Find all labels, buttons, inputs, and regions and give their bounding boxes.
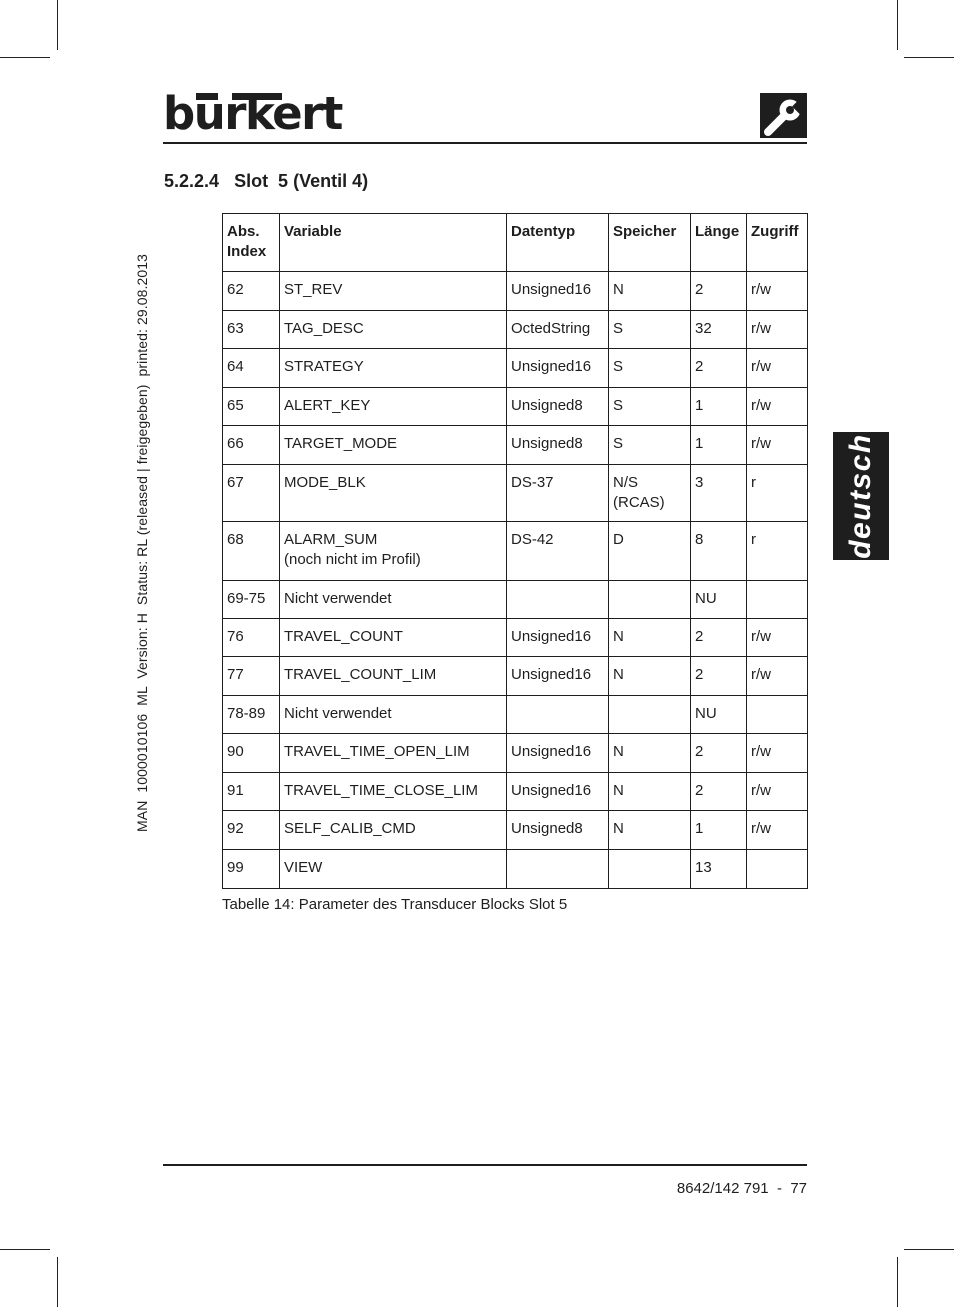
cell-variable: Nicht verwendet <box>280 696 507 734</box>
cell-variable: TRAVEL_COUNT_LIM <box>280 657 507 696</box>
cell-memory: N <box>609 734 691 773</box>
cell-access: r <box>747 522 808 581</box>
cell-access: r/w <box>747 272 808 311</box>
cell-length: 3 <box>691 465 747 522</box>
brand-logo <box>163 87 342 140</box>
table-caption: Tabelle 14: Parameter des Transducer Blocks Slot 5 <box>222 896 568 913</box>
column-header-datatype: Datentyp <box>507 214 609 272</box>
cell-datatype <box>507 581 609 619</box>
cell-index: 90 <box>223 734 280 773</box>
section-number: 5.2.2.4 <box>164 171 220 191</box>
cell-access <box>747 581 808 619</box>
page-footer: 8642/142 791 - 77 <box>676 1180 807 1197</box>
cell-access: r/w <box>747 734 808 773</box>
cell-access <box>747 850 808 889</box>
crop-mark <box>0 57 50 58</box>
cell-variable: ALARM_SUM (noch nicht im Profil) <box>280 522 507 581</box>
cell-length: 32 <box>691 311 747 349</box>
cell-variable: Nicht verwendet <box>280 581 507 619</box>
cell-variable: TAG_DESC <box>280 311 507 349</box>
cell-memory: N <box>609 619 691 657</box>
wrench-icon <box>760 93 807 138</box>
document-number: 8642/142 791 <box>676 1180 769 1197</box>
cell-variable: TARGET_MODE <box>280 426 507 465</box>
cell-datatype: Unsigned8 <box>507 811 609 850</box>
cell-variable: TRAVEL_TIME_CLOSE_LIM <box>280 773 507 811</box>
cell-index: 69-75 <box>223 581 280 619</box>
cell-length: 2 <box>691 657 747 696</box>
crop-mark <box>897 1257 898 1307</box>
cell-length: 2 <box>691 272 747 311</box>
table-row <box>223 311 808 349</box>
table-row <box>223 811 808 850</box>
cell-index: 92 <box>223 811 280 850</box>
cell-access: r <box>747 465 808 522</box>
table-header-row <box>223 214 808 272</box>
cell-datatype <box>507 696 609 734</box>
section-title: Slot 5 (Ventil 4) <box>234 171 369 191</box>
cell-variable: TRAVEL_COUNT <box>280 619 507 657</box>
cell-memory: S <box>609 388 691 426</box>
cell-memory: S <box>609 311 691 349</box>
cell-index: 99 <box>223 850 280 889</box>
cell-variable: STRATEGY <box>280 349 507 388</box>
table-row <box>223 657 808 696</box>
cell-datatype: DS-42 <box>507 522 609 581</box>
cell-index: 65 <box>223 388 280 426</box>
cell-memory: D <box>609 522 691 581</box>
table-row <box>223 619 808 657</box>
cell-datatype: Unsigned16 <box>507 272 609 311</box>
cell-index: 63 <box>223 311 280 349</box>
cell-variable: MODE_BLK <box>280 465 507 522</box>
cell-memory: N <box>609 773 691 811</box>
cell-access: r/w <box>747 426 808 465</box>
cell-datatype: DS-37 <box>507 465 609 522</box>
column-header-length: Länge <box>691 214 747 272</box>
table-row <box>223 272 808 311</box>
cell-index: 68 <box>223 522 280 581</box>
cell-length: 2 <box>691 349 747 388</box>
parameter-table <box>222 213 808 889</box>
cell-memory <box>609 850 691 889</box>
table-row <box>223 388 808 426</box>
cell-access: r/w <box>747 619 808 657</box>
column-header-index: Abs. Index <box>223 214 280 272</box>
brand-logo-text: bürkert <box>163 87 342 140</box>
crop-mark <box>904 1249 954 1250</box>
cell-length: 1 <box>691 426 747 465</box>
cell-variable: ALERT_KEY <box>280 388 507 426</box>
table-row <box>223 522 808 581</box>
cell-memory: S <box>609 349 691 388</box>
language-tab-label: deutsch <box>844 433 877 559</box>
table-row <box>223 850 808 889</box>
crop-mark <box>57 1257 58 1307</box>
cell-datatype: Unsigned16 <box>507 734 609 773</box>
cell-length: 1 <box>691 388 747 426</box>
cell-datatype: Unsigned16 <box>507 773 609 811</box>
table-row <box>223 696 808 734</box>
cell-index: 91 <box>223 773 280 811</box>
table-row <box>223 426 808 465</box>
cell-datatype <box>507 850 609 889</box>
column-header-access: Zugriff <box>747 214 808 272</box>
cell-access: r/w <box>747 311 808 349</box>
cell-access: r/w <box>747 349 808 388</box>
cell-length: 2 <box>691 734 747 773</box>
cell-access: r/w <box>747 811 808 850</box>
crop-mark <box>904 57 954 58</box>
table-row <box>223 581 808 619</box>
cell-index: 76 <box>223 619 280 657</box>
table-row <box>223 773 808 811</box>
cell-memory: S <box>609 426 691 465</box>
section-heading <box>164 171 368 192</box>
cell-variable: VIEW <box>280 850 507 889</box>
cell-index: 64 <box>223 349 280 388</box>
cell-datatype: Unsigned16 <box>507 619 609 657</box>
cell-memory <box>609 696 691 734</box>
cell-length: 2 <box>691 619 747 657</box>
table-row <box>223 349 808 388</box>
cell-datatype: Unsigned8 <box>507 388 609 426</box>
cell-length: 13 <box>691 850 747 889</box>
cell-variable: TRAVEL_TIME_OPEN_LIM <box>280 734 507 773</box>
cell-datatype: Unsigned16 <box>507 657 609 696</box>
cell-access: r/w <box>747 388 808 426</box>
cell-length: 8 <box>691 522 747 581</box>
cell-variable: SELF_CALIB_CMD <box>280 811 507 850</box>
cell-memory: N <box>609 811 691 850</box>
crop-mark <box>57 0 58 50</box>
language-tab <box>833 432 889 560</box>
cell-datatype: Unsigned16 <box>507 349 609 388</box>
cell-length: 1 <box>691 811 747 850</box>
header-rule <box>163 142 807 144</box>
table-row <box>223 465 808 522</box>
cell-datatype: Unsigned8 <box>507 426 609 465</box>
cell-index: 78-89 <box>223 696 280 734</box>
cell-datatype: OctedString <box>507 311 609 349</box>
cell-memory: N <box>609 657 691 696</box>
crop-mark <box>897 0 898 50</box>
crop-mark <box>0 1249 50 1250</box>
cell-access: r/w <box>747 657 808 696</box>
cell-index: 77 <box>223 657 280 696</box>
column-header-variable: Variable <box>280 214 507 272</box>
footer-rule <box>163 1164 807 1166</box>
cell-length: 2 <box>691 773 747 811</box>
cell-index: 66 <box>223 426 280 465</box>
column-header-memory: Speicher <box>609 214 691 272</box>
cell-index: 62 <box>223 272 280 311</box>
cell-memory: N <box>609 272 691 311</box>
cell-length: NU <box>691 696 747 734</box>
cell-access: r/w <box>747 773 808 811</box>
cell-length: NU <box>691 581 747 619</box>
cell-index: 67 <box>223 465 280 522</box>
cell-variable: ST_REV <box>280 272 507 311</box>
table-row <box>223 734 808 773</box>
cell-memory <box>609 581 691 619</box>
document-status-note: MAN 1000010106 ML Version: H Status: RL (released | freigegeben) printed: 29.08.2013 <box>134 253 150 832</box>
page-number: 77 <box>790 1180 807 1197</box>
cell-memory: N/S (RCAS) <box>609 465 691 522</box>
cell-access <box>747 696 808 734</box>
